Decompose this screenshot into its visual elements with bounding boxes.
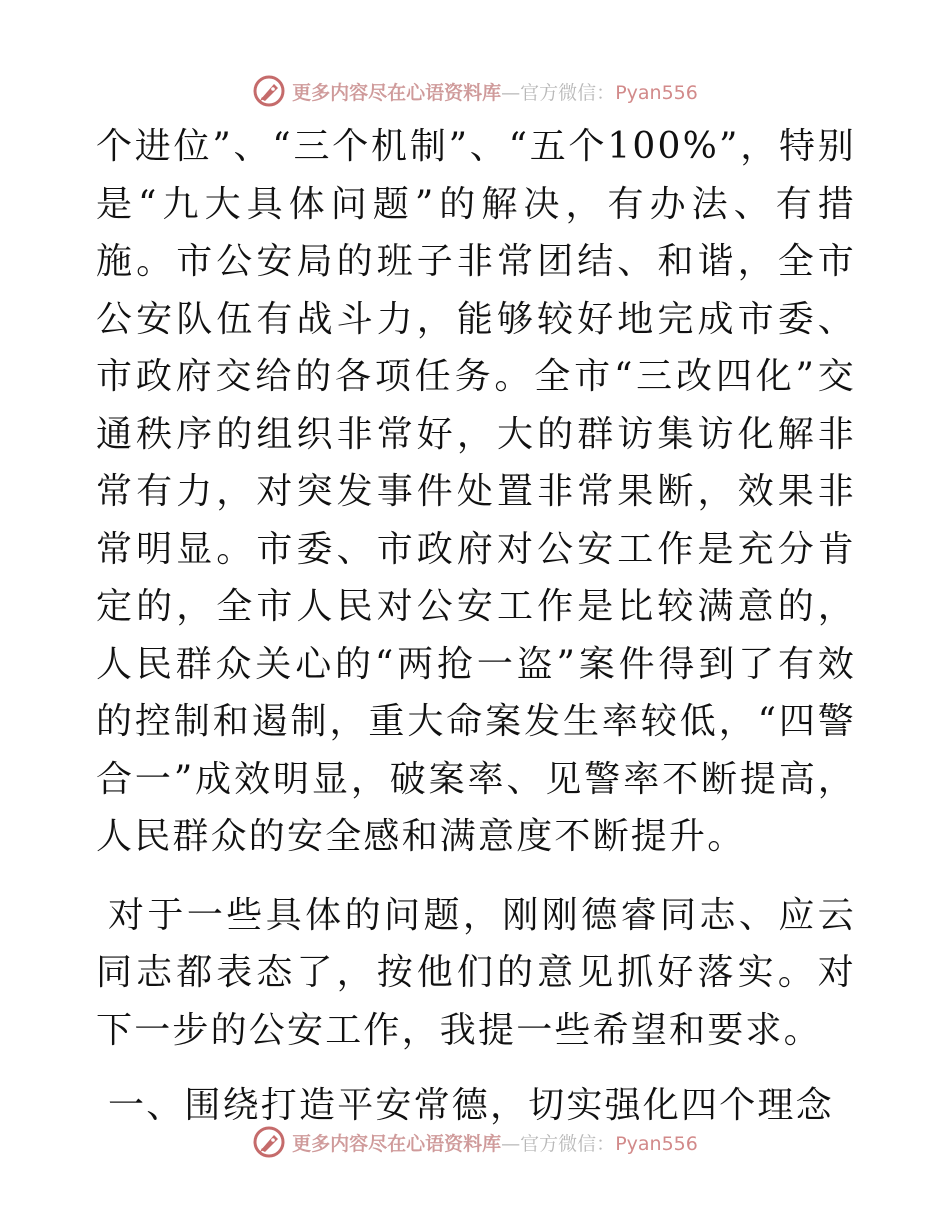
document-body <box>96 118 856 1135</box>
section-heading-1: 一、围绕打造平安常德，切实强化四个理念 <box>108 1085 834 1126</box>
watermark-wechat-id: Pyan556 <box>615 81 698 104</box>
watermark-text <box>292 78 698 105</box>
body-paragraph-1: 个进位”、“三个机制”、“五个100%”，特别是“九大具体问题”的解决，有办法、有措施。市公安局的班子非常团结、和谐，全市公安队伍有战斗力，能够较好地完成市委、市政府交给的各项任务。全市“三改四化”交通秩序的组织非常好，大的群访集访化解非常有力，对突发事件处置非常果断，效果非常明显。市委、市政府对公安工作是充分肯定的，全市人民对公安工作是比较满意的，人民群众关心的“两抢一盗”案件得到了有效的控制和遏制，重大命案发生率较低，“四警合一”成效明显，破案率、见警率不断提高，人民群众的安全感和满意度不断提升。 <box>96 126 856 857</box>
header-watermark <box>0 71 950 111</box>
watermark-separator: —官方微信： <box>501 81 616 104</box>
watermark-wechat-id: Pyan556 <box>615 1132 698 1155</box>
pen-nib-logo-icon <box>252 74 286 108</box>
body-paragraph-2: 对于一些具体的问题，刚刚德睿同志、应云同志都表态了，按他们的意见抓好落实。对下一步的公安工作，我提一些希望和要求。 <box>96 894 856 1051</box>
watermark-separator: —官方微信： <box>501 1132 616 1155</box>
footer-watermark <box>0 1122 950 1162</box>
watermark-site-name: 更多内容尽在心语资料库 <box>292 81 502 104</box>
pen-nib-logo-icon <box>252 1125 286 1159</box>
watermark-text <box>292 1129 698 1156</box>
watermark-site-name: 更多内容尽在心语资料库 <box>292 1132 502 1155</box>
